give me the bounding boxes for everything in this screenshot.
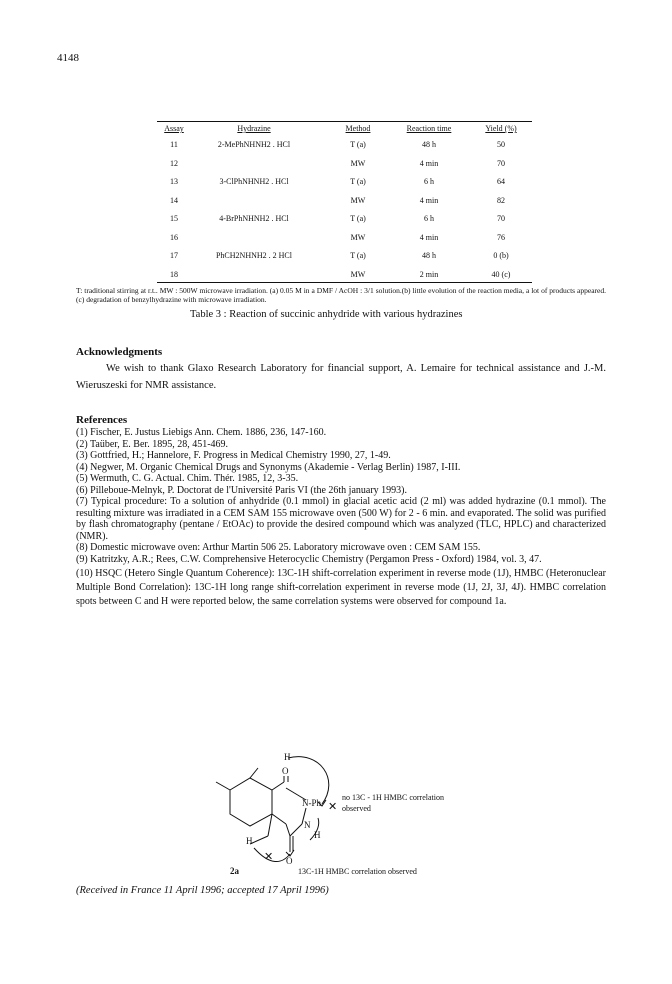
atom-h-bottom: H — [246, 836, 253, 846]
cell-method: MW — [350, 269, 366, 279]
cell-yield: 70 — [497, 214, 505, 223]
atom-h-top: H — [284, 752, 291, 762]
cell-method: MW — [350, 195, 366, 205]
table-footnote: T: traditional stirring at r.t.. MW : 500W microwave irradiation. (a) 0.05 M in a DMF / AcOH : 3/1 solution.(b) little evolution of the reaction media, a lot of products appeared. (c) degradation of benzylhydrazine with microwave irradiation. — [76, 286, 606, 304]
cell-time: 48 h — [422, 140, 436, 149]
svg-text:✕: ✕ — [328, 801, 338, 813]
cell-yield: 76 — [497, 232, 505, 242]
table-bottom-rule — [157, 282, 532, 283]
cell-yield: 82 — [497, 195, 505, 205]
table-caption: Table 3 : Reaction of succinic anhydride with various hydrazines — [190, 309, 463, 320]
compound-label: 2a — [230, 866, 239, 876]
reference-item: (3) Gottfried, H.; Hannelore, F. Progress in Medical Chemistry 1990, 27, 1-49. — [76, 450, 391, 461]
cell-yield: 0 (b) — [493, 251, 509, 260]
acknowledgments-heading: Acknowledgments — [76, 346, 163, 358]
reference-item: (7) Typical procedure: To a solution of anhydride (0.1 mmol) in glacial acetic acid (2 ml) was added hydrazine (0.1 mmol). The resulting mixture was irradiated in a CEM SAM 155 microwave oven (500 W) for 2 - 6 min. and evaporated. The solid was purified by flash chromatography (pentane / EtOAc) to provide the desired compound which was analyzed (TLC, HPLC) and characterized (NMR). — [76, 496, 606, 542]
table-row — [157, 140, 532, 152]
cell-hydrazine: PhCH2NHNH2 . 2 HCl — [215, 251, 292, 260]
cell-yield: 50 — [497, 140, 505, 149]
cell-assay: 16 — [170, 232, 178, 242]
cell-assay: 18 — [170, 269, 178, 279]
cell-method: T (a) — [350, 140, 366, 149]
cell-method: T (a) — [350, 251, 366, 260]
atom-h-n: H — [314, 830, 321, 840]
table-row — [157, 251, 532, 263]
reference-item: (10) HSQC (Hetero Single Quantum Coherence): 13C-1H shift-correlation experiment in reverse mode (1J), HMBC (Heteronuclear Multiple Bond Correlation): 13C-1H long range shift-correlation experiment in reverse mode (1J, 2J, 3J, 4J). HMBC correlation spots between C and H were reported below, the same correlation systems were observed for compound 1a. — [76, 568, 606, 607]
cell-time: 4 min — [419, 158, 439, 168]
note-no-correlation: no 13C - 1H HMBC correlation observed — [342, 793, 444, 813]
received-date: (Received in France 11 April 1996; accepted 17 April 1996) — [76, 885, 329, 896]
reference-item: (8) Domestic microwave oven: Arthur Martin 506 25. Laboratory microwave oven : CEM SAM 155. — [76, 542, 481, 553]
cell-time: 48 h — [422, 251, 436, 260]
cell-time: 4 min — [419, 232, 439, 242]
atom-o-bottom: O — [286, 856, 293, 866]
page-number: 4148 — [57, 52, 79, 64]
references-list — [76, 427, 606, 609]
cell-time: 6 h — [424, 214, 434, 223]
cell-yield: 70 — [497, 158, 505, 168]
table-row — [157, 159, 532, 171]
cell-time: 6 h — [424, 177, 434, 186]
reference-item: (6) Pilleboue-Melnyk, P. Doctorat de l'Université Paris VI (the 26th january 1993). — [76, 484, 407, 496]
header-assay: Assay — [164, 124, 184, 133]
cell-method: MW — [350, 158, 366, 168]
table-row — [157, 270, 532, 282]
cell-yield: 64 — [497, 177, 505, 186]
acknowledgments-body: We wish to thank Glaxo Research Laboratory for financial support, A. Lemaire for technical assistance and J.-M. Wieruszeski for NMR assistance. — [76, 363, 606, 391]
header-hydrazine: Hydrazine — [237, 124, 271, 133]
reference-item: (2) Taüber, E. Ber. 1895, 28, 451-469. — [76, 438, 229, 450]
cell-assay: 15 — [170, 214, 178, 223]
atom-n: N — [304, 820, 311, 830]
reference-item: (5) Wermuth, C. G. Actual. Chim. Thér. 1985, 12, 3-35. — [76, 473, 299, 484]
cell-hydrazine: 2-MePhNHNH2 . HCl — [217, 140, 291, 149]
table-row — [157, 177, 532, 189]
references-heading: References — [76, 414, 128, 426]
cell-assay: 12 — [170, 158, 178, 168]
atom-o-top: O — [282, 766, 289, 776]
header-method: Method — [345, 124, 371, 133]
table-row — [157, 214, 532, 226]
table-row — [157, 233, 532, 245]
header-time: Reaction time — [406, 124, 452, 133]
cell-method: MW — [350, 232, 366, 242]
cell-assay: 13 — [170, 177, 178, 186]
header-yield: Yield (%) — [485, 124, 517, 133]
cell-yield: 40 (c) — [491, 269, 511, 279]
note-correlation: 13C-1H HMBC correlation observed — [298, 867, 417, 876]
svg-text:✕: ✕ — [264, 851, 274, 863]
cell-method: T (a) — [350, 214, 366, 223]
cell-hydrazine: 3-ClPhNHNH2 . HCl — [219, 177, 289, 186]
atom-n-ph: N-Ph — [302, 798, 322, 808]
cell-assay: 11 — [170, 140, 178, 149]
cell-hydrazine: 4-BrPhNHNH2 . HCl — [219, 214, 289, 223]
cell-time: 4 min — [419, 195, 439, 205]
table-row — [157, 196, 532, 208]
table-header-row — [157, 124, 532, 136]
reference-item: (1) Fischer, E. Justus Liebigs Ann. Chem. 1886, 236, 147-160. — [76, 427, 327, 438]
cell-assay: 17 — [170, 251, 178, 260]
table-top-rule — [157, 121, 532, 122]
cell-assay: 14 — [170, 195, 178, 205]
reference-item: (9) Katritzky, A.R.; Rees, C.W. Comprehensive Heterocyclic Chemistry (Pergamon Press - Oxford) 1984, vol. 3, 47. — [76, 553, 542, 565]
reference-item: (4) Negwer, M. Organic Chemical Drugs and Synonyms (Akademie - Verlag Berlin) 1987, I-III. — [76, 461, 461, 473]
structure-diagram — [210, 740, 470, 880]
cell-time: 2 min — [419, 269, 439, 279]
cell-method: T (a) — [350, 177, 366, 186]
